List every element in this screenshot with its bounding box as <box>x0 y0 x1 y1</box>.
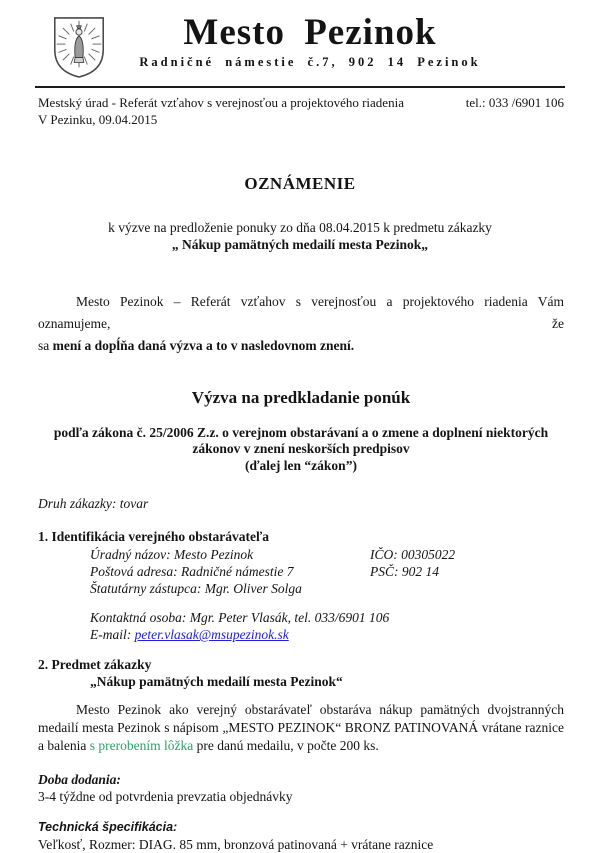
identification-block <box>90 546 564 597</box>
phone-number: tel.: 033 /6901 106 <box>465 95 564 110</box>
contact-person: Kontaktná osoba: Mgr. Peter Vlasák, tel. 033/6901 106 <box>90 610 390 626</box>
city-coat-of-arms-icon <box>48 12 110 82</box>
law-line1: podľa zákona č. 25/2006 Z.z. o verejnom obstarávaní a o zmene a doplnení niektorých <box>53 424 549 440</box>
intro-line1: Mesto Pezinok – Referát vzťahov s verejnosťou a projektového riadenia Vám oznamujeme, že <box>38 293 564 331</box>
letterhead <box>35 0 565 88</box>
contact-person-block <box>90 609 564 643</box>
place-date: V Pezinku, 09.04.2015 <box>38 111 158 127</box>
letterhead-text <box>35 0 565 70</box>
office-line: Mestský úrad - Referát vzťahov s verejnosťou a projektového riadenia <box>38 95 404 110</box>
law-reference <box>38 425 564 476</box>
delivery-label: Doba dodania: <box>38 772 121 788</box>
announcement-subtitle <box>0 220 600 254</box>
law-line2: zákonov v znení neskorších predpisov <box>192 441 410 457</box>
city-address: Radničné námestie č.7, 902 14 Pezinok <box>139 55 481 69</box>
announcement-title: OZNÁMENIE <box>244 173 356 193</box>
highlighted-text: s prerobením lôžka <box>89 738 194 754</box>
section2-heading: 2. Predmet zákazky <box>38 657 152 673</box>
section1-heading: 1. Identifikácia verejného obstarávateľa <box>38 529 270 545</box>
postal-address: Poštová adresa: Radničné námestie 7 <box>90 564 294 580</box>
spec-value: Veľkosť, Rozmer: DIAG. 85 mm, bronzová patinovaná + vrátane raznice <box>38 837 434 853</box>
postal-address-row <box>90 563 564 580</box>
order-type: Druh zákazky: tovar <box>38 496 149 512</box>
official-name-row <box>90 546 564 563</box>
city-title: Mesto Pezinok <box>183 12 437 53</box>
announcement-line1: k výzve na predloženie ponuky zo dňa 08.04.2015 k predmetu zákazky <box>108 219 492 235</box>
spec-label: Technická špecifikácia: <box>38 820 178 835</box>
document-body <box>0 291 600 853</box>
psc-value: PSČ: 902 14 <box>370 564 439 580</box>
call-title: Výzva na predkladanie ponúk <box>191 387 411 407</box>
contact-block <box>38 95 564 129</box>
representative: Štatutárny zástupca: Mgr. Oliver Solga <box>90 581 302 597</box>
section2-paragraph: Mesto Pezinok ako verejný obstarávateľ obstaráva nákup pamätných dvojstranných medailí mesta Pezinok s nápisom „MESTO PEZINOK“ BRONZ PATINOVANÁ vrátane raznice a balenia s prerobením lôžka pre danú medailu, v počte 200 ks. <box>38 702 564 754</box>
intro-line2: sa mení a dopĺňa daná výzva a to v nasledovnom znení. <box>38 337 355 353</box>
announcement-line2: „ Nákup pamätných medailí mesta Pezinok„ <box>171 236 429 252</box>
ico-value: IČO: 00305022 <box>370 547 456 563</box>
intro-paragraph <box>38 291 564 357</box>
delivery-value: 3-4 týždne od potvrdenia prevzatia objednávky <box>38 789 293 805</box>
law-line3: (ďalej len “zákon”) <box>245 458 357 474</box>
contract-subject: „Nákup pamätných medailí mesta Pezinok“ <box>90 674 343 690</box>
official-name: Úradný názov: Mesto Pezinok <box>90 547 254 563</box>
email-row: E-mail: peter.vlasak@msupezinok.sk <box>90 627 289 643</box>
email-link[interactable]: peter.vlasak@msupezinok.sk <box>134 627 289 643</box>
